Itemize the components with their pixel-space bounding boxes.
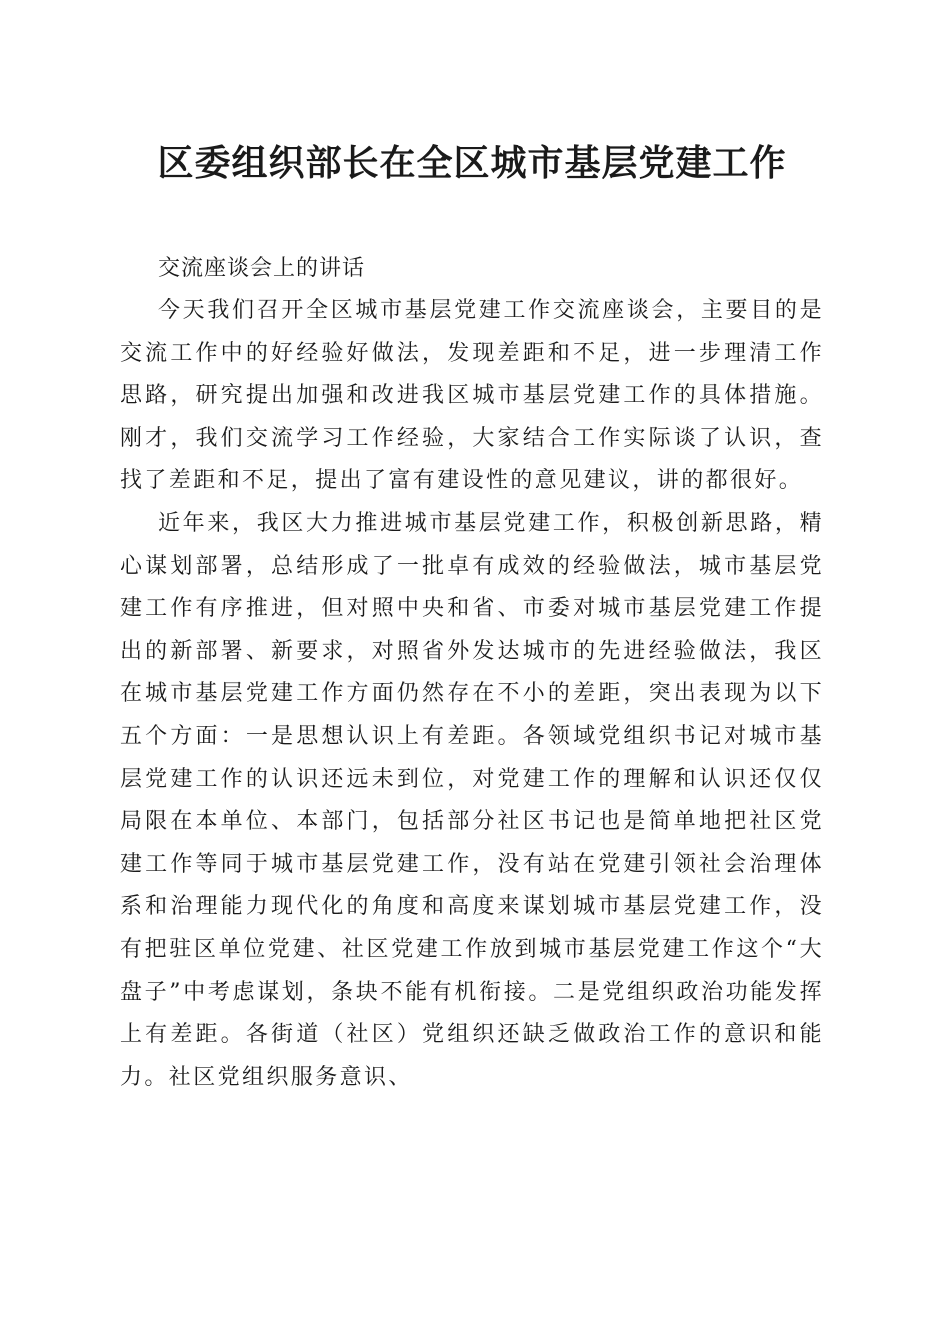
paragraph-gaps: 近年来，我区大力推进城市基层党建工作，积极创新思路，精心谋划部署，总结形成了一批卓有成效的经验做法，城市基层党建工作有序推进，但对照中央和省、市委对城市基层党建工作提出的新部署、新要求，对照省外发达城市的先进经验做法，我区在城市基层党建工作方面仍然存在不小的差距，突出表现为以下五个方面：一是思想认识上有差距。各领域党组织书记对城市基层党建工作的认识还远未到位，对党建工作的理解和认识还仅仅局限在本单位、本部门，包括部分社区书记也是简单地把社区党建工作等同于城市基层党建工作，没有站在党建引领社会治理体系和治理能力现代化的角度和高度来谋划城市基层党建工作，没有把驻区单位党建、社区党建工作放到城市基层党建工作这个“大盘子”中考虑谋划，条块不能有机衔接。二是党组织政治功能发挥上有差距。各街道（社区）党组织还缺乏做政治工作的意识和能力。社区党组织服务意识、 (120, 510, 824, 1090)
paragraph-opening: 今天我们召开全区城市基层党建工作交流座谈会，主要目的是交流工作中的好经验好做法，发现差距和不足，进一步理清工作思路，研究提出加强和改进我区城市基层党建工作的具体措施。刚才，我们交流学习工作经验，大家结合工作实际谈了认识，查找了差距和不足，提出了富有建设性的意见建议，讲的都很好。 (120, 298, 824, 494)
document-title: 区委组织部长在全区城市基层党建工作 (157, 142, 787, 184)
document-subtitle: 交流座谈会上的讲话 (158, 256, 366, 281)
